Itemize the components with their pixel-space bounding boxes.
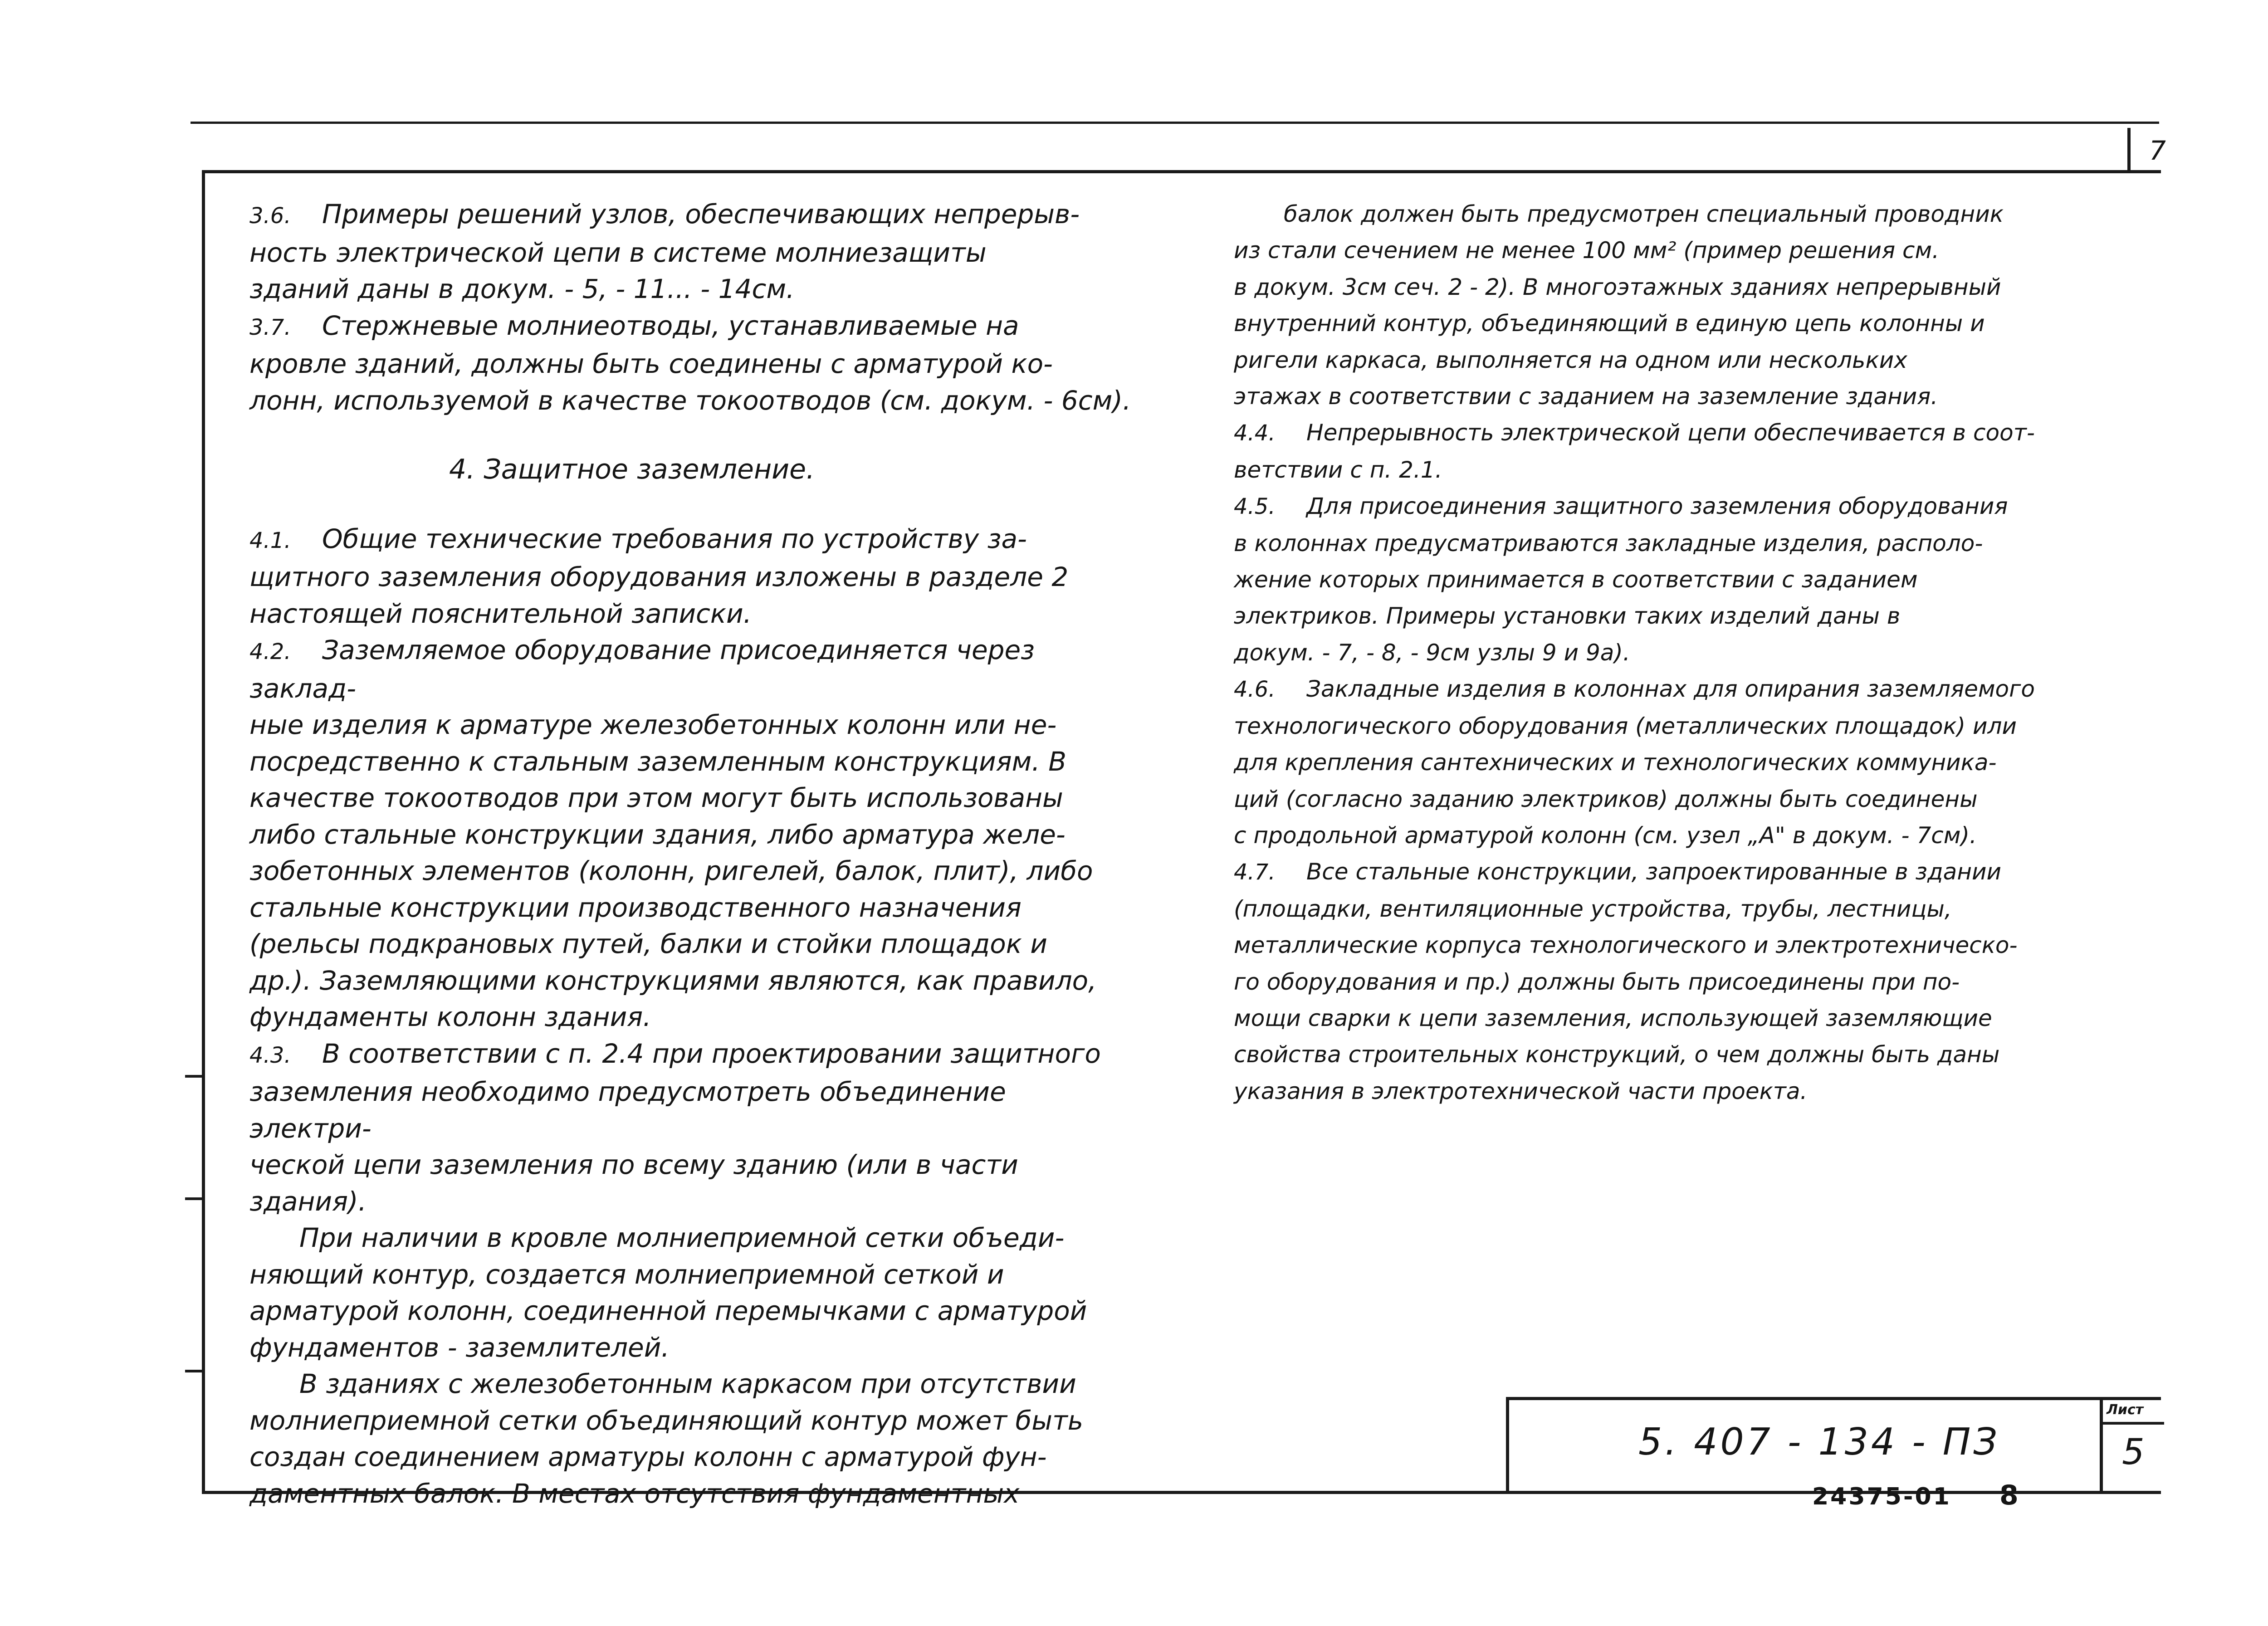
margin-tick: [185, 1370, 203, 1372]
paragraph: [1234, 415, 2141, 488]
corner-number: 7: [2149, 135, 2166, 166]
paragraph: [249, 308, 1134, 419]
paragraph: [249, 521, 1134, 632]
paragraph-number: 4.3.: [249, 1042, 291, 1068]
folio-number: 8: [1999, 1480, 2019, 1511]
paragraph-number: 3.6.: [249, 203, 291, 229]
paragraph: [1234, 488, 2141, 671]
sheet-cell: [2100, 1400, 2164, 1491]
paragraph-text: Для присоединения защитного заземления оборудования в колоннах предусматриваются закладные изделия, располо- жение которых принимается в соответствии с заданием электриков. Примеры установки таких изделий даны в докум. - 7, - 8, - 9см узлы 9 и 9а).: [1234, 493, 2008, 666]
paragraph-text: При наличии в кровле молниеприемной сетки объеди- няющий контур, создается молниеприемной сеткой и арматурой колонн, соединенной перемычками с арматурой фундаментов - заземлителей.: [249, 1222, 1087, 1363]
title-block: [1506, 1397, 2161, 1491]
paragraph: [249, 632, 1134, 1035]
paragraph-number: 4.4.: [1234, 420, 1276, 446]
section-heading: 4. Защитное заземление.: [449, 454, 815, 485]
document-code: 5. 407 - 134 - ПЗ: [1638, 1421, 2000, 1464]
sheet-label: Лист: [2107, 1402, 2144, 1418]
paragraph: [249, 196, 1134, 308]
paragraph-number: 4.7.: [1234, 859, 1276, 885]
paragraph-number: 4.6.: [1234, 677, 1276, 703]
margin-tick: [185, 1197, 203, 1200]
paragraph: [249, 1035, 1134, 1220]
paragraph-text: В соответствии с п. 2.4 при проектировании защитного заземления необходимо предусмотреть объединение электри- ческой цепи заземления по всему зданию (или в части здания).: [249, 1038, 1101, 1217]
paragraph-text: Непрерывность электрической цепи обеспечивается в соот- ветствии с п. 2.1.: [1234, 420, 2035, 483]
paragraph-number: 4.2.: [249, 639, 291, 664]
inventory-number: 24375-01: [1812, 1483, 1951, 1510]
paragraph-number: 4.5.: [1234, 494, 1276, 520]
paragraph-number: 4.1.: [249, 527, 291, 553]
paragraph-text: Закладные изделия в колоннах для опирания заземляемого технологического оборудования (металлических площадок) или для крепления сантехнических и технологических коммуника- ций (согласно заданию электриков) должны быть соединены с продольной арматурой колонн (см. узел „А" в докум. - 7см).: [1234, 676, 2035, 849]
sheet-number: 5: [2122, 1432, 2145, 1473]
right-column: [1234, 196, 2141, 1109]
left-column: [249, 196, 1134, 1512]
paragraph-text: Стержневые молниеотводы, устанавливаемые на кровле зданий, должны быть соединены с арматурой ко- лонн, используемой в качестве токоотводов (см. докум. - 6см).: [249, 310, 1131, 416]
paragraph: [249, 1366, 1134, 1512]
paragraph: [1234, 671, 2141, 854]
paragraph-text: Примеры решений узлов, обеспечивающих непрерыв- ность электрической цепи в системе молниезащиты зданий даны в докум. - 5, - 11... - 14см.: [249, 199, 1080, 304]
sheet-top-line: [191, 122, 2159, 124]
sheet-separator: [2103, 1422, 2164, 1425]
paragraph-text: Заземляемое оборудование присоединяется через заклад- ные изделия к арматуре железобетонных колонн или не- посредственно к стальным заземленным конструкциям. В качестве токоотводов при этом могут быть использованы либо стальные конструкции здания, либо арматура желе- зобетонных элементов (колонн, ригелей, балок, плит), либо стальные конструкции производственного назначения (рельсы подкрановых путей, балки и стойки площадок и др.). Заземляющими конструкциями являются, как правило, фундаменты колонн здания.: [249, 635, 1097, 1032]
paragraph: [1234, 196, 2141, 415]
paragraph-text: Общие технические требования по устройству за- щитного заземления оборудования изложены в разделе 2 настоящей пояснительной записки.: [249, 523, 1069, 629]
paragraph: [1234, 854, 2141, 1109]
paragraph-text: Все стальные конструкции, запроектированные в здании (площадки, вентиляционные устройства, трубы, лестницы, металлические корпуса технологического и электротехническо- го оборудования и пр.) должны быть присоединены при по- мощи сварки к цепи заземления, использующей заземляющие свойства строительных конструкций, о чем должны быть даны указания в электротехнической части проекта.: [1234, 859, 2018, 1104]
paragraph-text: В зданиях с железобетонным каркасом при отсутствии молниеприемной сетки объединяющий контур может быть создан соединением арматуры колонн с арматурой фун- даментных балок. В местах отсутствия фундаментных: [249, 1368, 1084, 1509]
paragraph-number: 3.7.: [249, 314, 291, 340]
margin-tick: [185, 1075, 203, 1078]
paragraph: [249, 1220, 1134, 1366]
paragraph-text: балок должен быть предусмотрен специальный проводник из стали сечением не менее 100 мм² (пример решения см. в докум. 3см сеч. 2 - 2). В многоэтажных зданиях непрерывный внутренний контур, объединяющий в единую цепь колонны и ригели каркаса, выполняется на одном или нескольких этажах в соответствии с заданием на заземление здания.: [1234, 201, 2004, 410]
